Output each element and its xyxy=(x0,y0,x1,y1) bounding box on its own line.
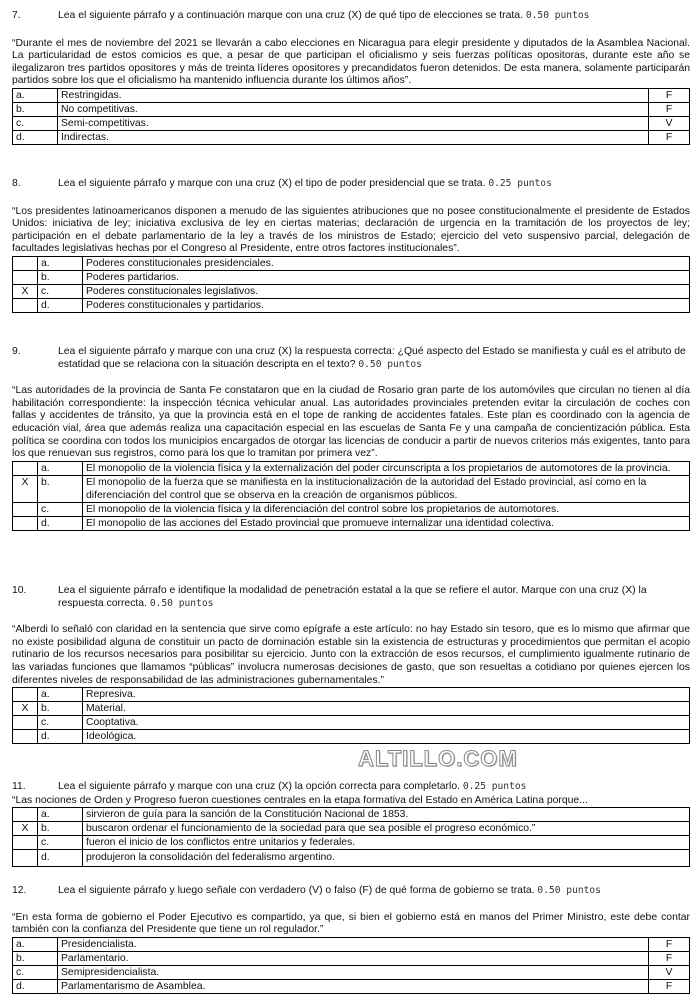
option-text: Presidencialista. xyxy=(58,937,649,951)
answer-cell[interactable]: F xyxy=(649,979,690,993)
answer-cell[interactable] xyxy=(13,808,38,822)
points-label: 0.50 puntos xyxy=(358,358,422,370)
answer-cell[interactable] xyxy=(13,298,38,312)
question-7 xyxy=(12,10,690,145)
question-9 xyxy=(12,346,690,531)
option-text: buscaron ordenar el funcionamiento de la sociedad para que sea posible el progreso económico.” xyxy=(83,822,690,836)
option-letter: b. xyxy=(38,702,83,716)
points-label: 0.25 puntos xyxy=(462,781,527,792)
option-letter: c. xyxy=(13,116,58,130)
question-prompt: Lea el siguiente párrafo y a continuación marque con una cruz (X) de qué tipo de elecciones se trata. 0.50 puntos xyxy=(58,10,590,21)
answer-cell[interactable] xyxy=(13,516,38,530)
question-prompt: Lea el siguiente párrafo y marque con una cruz (X) la opción correcta para completarlo. 0.25 puntos xyxy=(58,781,527,792)
question-paragraph: “En esta forma de gobierno el Poder Ejecutivo es compartido, ya que, si bien el gobierno está en manos del Primer Ministro, este debe contar también con la confianza del Presidente que tiene un rol regulador.” xyxy=(12,911,690,936)
answer-cell[interactable]: X xyxy=(13,284,38,298)
table-row xyxy=(13,836,690,850)
answer-cell[interactable] xyxy=(13,850,38,867)
option-text: Poderes constitucionales y partidarios. xyxy=(83,298,690,312)
option-letter: a. xyxy=(38,256,83,270)
option-text: No competitivas. xyxy=(58,102,649,116)
points-label: 0.25 puntos xyxy=(488,178,552,189)
option-text: Poderes constitucionales presidenciales. xyxy=(83,256,690,270)
option-text: Poderes constitucionales legislativos. xyxy=(83,284,690,298)
table-row xyxy=(13,965,690,979)
question-paragraph: “Alberdi lo señaló con claridad en la sentencia que sirve como epígrafe a este artículo: no hay Estado sin tesoro, que es lo mismo que afirmar que no existe posibilidad alguna de constituir un pacto de dominación estable sin la existencia de estructuras y procedimientos que permitan el acopio rutinario de los recursos necesarios para posibilitar su ejercicio. Junto con la extracción de esos recursos, el cumplimiento igualmente rutinario de las variadas funciones que llamamos “públicas” involucra numerosas decisiones de gasto, que son resueltas a cotidiano por quienes ejercen los diferentes niveles de responsabilidad de las administraciones gubernamentales.” xyxy=(12,624,690,686)
option-letter: d. xyxy=(38,298,83,312)
answer-cell[interactable] xyxy=(13,836,38,850)
answer-cell[interactable] xyxy=(13,730,38,744)
answer-table-9 xyxy=(12,461,690,531)
option-text: Parlamentarismo de Asamblea. xyxy=(58,979,649,993)
answer-table-8 xyxy=(12,256,690,313)
answer-table-12 xyxy=(12,937,690,994)
table-row xyxy=(13,822,690,836)
option-text: Material. xyxy=(83,702,690,716)
question-number: 9. xyxy=(12,346,21,357)
question-paragraph: “Las nociones de Orden y Progreso fueron cuestiones centrales en la etapa formativa del Estado en América Latina porque... xyxy=(12,794,588,806)
question-paragraph: “Los presidentes latinoamericanos disponen a menudo de las siguientes atribuciones que no posee constitucionalmente el presidente de Estados Unidos: iniciativa de ley; iniciativa exclusiva de ley en ciertas materias; declaración de urgencia en la tramitación de los proyectos de ley; participación en el debate parlamentario de la ley a través de los ministros de Estado; ejercicio del veto suspensivo parcial, delegación de facultades legislativas hechas por el Congreso al Presidente, entre otros factores institucionales”. xyxy=(12,205,690,255)
question-8-header xyxy=(12,178,690,191)
option-text: Indirectas. xyxy=(58,130,649,144)
question-prompt: Lea el siguiente párrafo e identifique la modalidad de penetración estatal a la que se refiere el autor. Marque con una cruz (X) la respuesta correcta. 0.50 puntos xyxy=(58,585,647,609)
answer-cell[interactable]: V xyxy=(649,116,690,130)
table-row xyxy=(13,256,690,270)
question-12-header xyxy=(12,885,690,898)
answer-cell[interactable] xyxy=(13,502,38,516)
table-row xyxy=(13,702,690,716)
option-text: Poderes partidarios. xyxy=(83,270,690,284)
table-row xyxy=(13,88,690,102)
answer-table-11 xyxy=(12,807,690,867)
option-text: Semi-competitivas. xyxy=(58,116,649,130)
answer-cell[interactable] xyxy=(13,256,38,270)
answer-cell[interactable]: F xyxy=(649,102,690,116)
answer-cell[interactable] xyxy=(13,716,38,730)
option-text: Parlamentario. xyxy=(58,951,649,965)
option-letter: d. xyxy=(13,979,58,993)
table-row xyxy=(13,937,690,951)
question-paragraph: “Las autoridades de la provincia de Santa Fe constataron que en la ciudad de Rosario gran parte de los automóviles que circulan no tienen al día habilitación correspondiente: la inspección técnica vehicular anual. Las autoridades provinciales pretenden evitar la circulación de coches con fallas y accidentes de tránsito, ya que la provincia está en el tope de ranking de accidentes fatales. Este plan es coordinado con la agencia de educación vial, área que además realiza una capacitación especial en las escuelas de Santa Fe y una campaña de concientización pública. Esta política se coordina con todos los municipios encargados de otorgar las licencias de conducir a partir de nuevos criterios más exigentes, tanto para los que renuevan sus registros, como para los que lo tramitan por primera vez”. xyxy=(12,385,690,460)
answer-cell[interactable]: V xyxy=(649,965,690,979)
question-10-header xyxy=(12,585,690,610)
table-row xyxy=(13,102,690,116)
option-letter: c. xyxy=(38,502,83,516)
option-letter: d. xyxy=(38,516,83,530)
option-text: El monopolio de la violencia física y la diferenciación del control sobre los propietarios de automotores. xyxy=(83,502,690,516)
option-text: Semipresidencialista. xyxy=(58,965,649,979)
answer-cell[interactable] xyxy=(13,461,38,475)
question-11-header xyxy=(12,781,690,794)
answer-cell[interactable]: F xyxy=(649,937,690,951)
answer-table-7 xyxy=(12,88,690,145)
option-text: El monopolio de la fuerza que se manifiesta en la institucionalización de la autoridad del Estado provincial, así como en la diferenciación del control que se observa en la creación de organismos públicos. xyxy=(83,475,690,502)
question-number: 7. xyxy=(12,10,21,21)
table-row xyxy=(13,270,690,284)
option-letter: d. xyxy=(38,850,83,867)
option-letter: c. xyxy=(38,716,83,730)
answer-cell[interactable]: F xyxy=(649,130,690,144)
table-row xyxy=(13,284,690,298)
question-9-header xyxy=(12,346,690,371)
answer-cell[interactable]: X xyxy=(13,475,38,502)
option-letter: b. xyxy=(38,270,83,284)
watermark: ALTILLO.COM xyxy=(358,746,518,771)
table-row xyxy=(13,516,690,530)
option-text: Ideológica. xyxy=(83,730,690,744)
table-row xyxy=(13,130,690,144)
option-text: Restringidas. xyxy=(58,88,649,102)
option-text: El monopolio de la violencia física y la externalización del poder circunscripta a los propietarios de automotores de la provincia. xyxy=(83,461,690,475)
option-letter: a. xyxy=(38,461,83,475)
answer-cell[interactable]: F xyxy=(649,951,690,965)
points-label: 0.50 puntos xyxy=(525,10,590,21)
option-letter: b. xyxy=(38,475,83,502)
option-letter: b. xyxy=(38,822,83,836)
option-letter: c. xyxy=(38,836,83,850)
option-text: fueron el inicio de los conflictos entre unitarios y federales. xyxy=(83,836,690,850)
question-8 xyxy=(12,178,690,313)
option-letter: b. xyxy=(13,951,58,965)
table-row xyxy=(13,979,690,993)
table-row xyxy=(13,502,690,516)
table-row xyxy=(13,730,690,744)
question-number: 8. xyxy=(12,178,21,189)
option-letter: d. xyxy=(13,130,58,144)
question-12 xyxy=(12,885,690,994)
answer-cell[interactable] xyxy=(13,688,38,702)
table-row xyxy=(13,461,690,475)
table-row xyxy=(13,116,690,130)
table-row xyxy=(13,951,690,965)
option-letter: a. xyxy=(13,88,58,102)
option-letter: c. xyxy=(13,965,58,979)
points-label: 0.50 puntos xyxy=(149,597,214,609)
question-number: 11. xyxy=(12,781,26,792)
option-letter: a. xyxy=(38,808,83,822)
answer-cell[interactable]: F xyxy=(649,88,690,102)
question-10 xyxy=(12,585,690,744)
option-text: Represiva. xyxy=(83,688,690,702)
question-11 xyxy=(12,781,690,867)
table-row xyxy=(13,298,690,312)
table-row xyxy=(13,716,690,730)
option-letter: b. xyxy=(13,102,58,116)
table-row xyxy=(13,808,690,822)
question-paragraph: “Durante el mes de noviembre del 2021 se llevarán a cabo elecciones en Nicaragua para elegir presidente y diputados de la Asamblea Nacional. La particularidad de estos comicios es que, a pesar de que participan el oficialismo y seis fuerzas políticas opositoras, durante este año se ilegalizaron tres partidos opositores y más de treinta líderes opositores y precandidatos fueron detenidos. De esta manera, solamente participarán partidos sobre los que el oficialismo ha mantenido influencia durante los últimos años”. xyxy=(12,37,690,87)
question-number: 12. xyxy=(12,885,27,896)
answer-cell[interactable]: X xyxy=(13,822,38,836)
answer-cell[interactable]: X xyxy=(13,702,38,716)
question-number: 10. xyxy=(12,585,27,596)
points-label: 0.50 puntos xyxy=(537,885,601,896)
answer-table-10 xyxy=(12,687,690,744)
option-text: Cooptativa. xyxy=(83,716,690,730)
answer-cell[interactable] xyxy=(13,270,38,284)
question-prompt: Lea el siguiente párrafo y luego señale con verdadero (V) o falso (F) de qué forma de gobierno se trata. 0.50 puntos xyxy=(58,885,601,896)
option-text: produjeron la consolidación del federalismo argentino. xyxy=(83,850,690,867)
question-7-header xyxy=(12,10,690,23)
question-prompt: Lea el siguiente párrafo y marque con una cruz (X) el tipo de poder presidencial que se trata. 0.25 puntos xyxy=(58,178,552,189)
option-letter: a. xyxy=(38,688,83,702)
table-row xyxy=(13,850,690,867)
option-text: sirvieron de guía para la sanción de la Constitución Nacional de 1853. xyxy=(83,808,690,822)
option-text: El monopolio de las acciones del Estado provincial que promueve internalizar una identidad colectiva. xyxy=(83,516,690,530)
option-letter: d. xyxy=(38,730,83,744)
table-row xyxy=(13,475,690,502)
option-letter: a. xyxy=(13,937,58,951)
question-prompt: Lea el siguiente párrafo y marque con una cruz (X) la respuesta correcta: ¿Qué aspecto del Estado se manifiesta y cuál es el atributo de estatidad que se relaciona con la situación descripta en el texto? 0.50 puntos xyxy=(58,346,686,370)
option-letter: c. xyxy=(38,284,83,298)
table-row xyxy=(13,688,690,702)
